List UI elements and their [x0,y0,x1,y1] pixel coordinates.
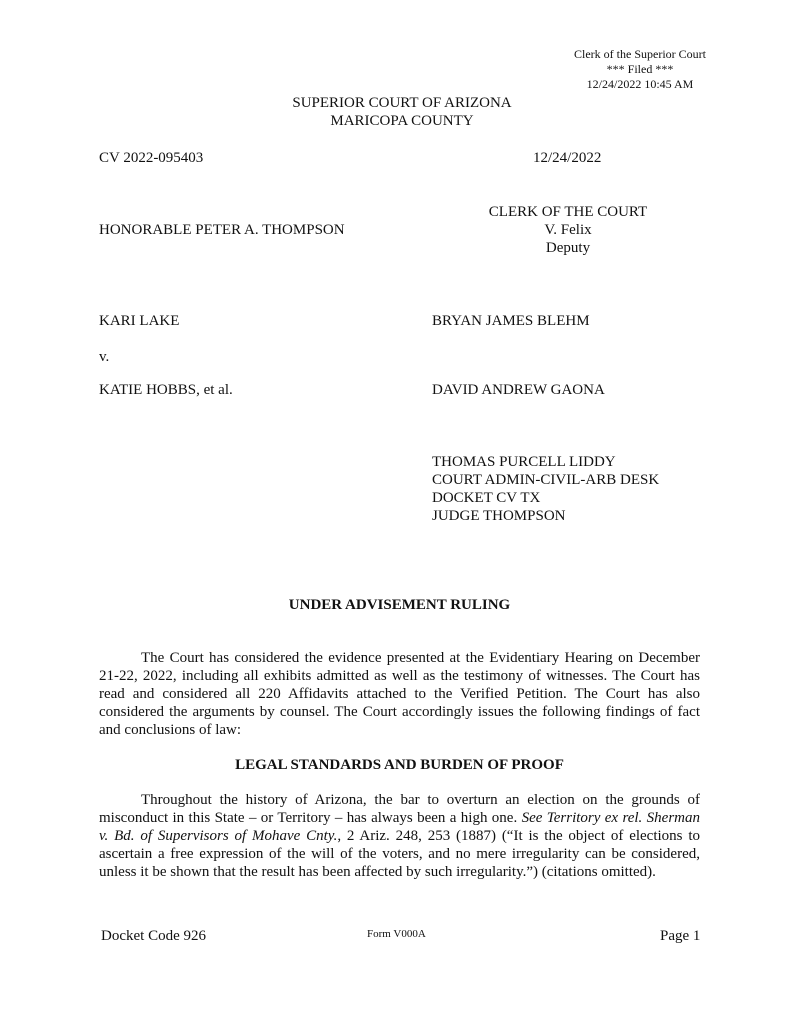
intro-paragraph [99,649,700,739]
ruling-title: UNDER ADVISEMENT RULING [288,597,511,613]
filing-stamp [520,47,760,92]
counsel-defendant: DAVID ANDREW GAONA [432,382,605,398]
clerk-block [468,203,668,257]
counsel-plaintiff: BRYAN JAMES BLEHM [432,313,590,329]
form-code: Form V000A [367,928,426,940]
versus-label: v. [99,349,110,365]
judge-name: HONORABLE PETER A. THOMPSON [99,222,345,238]
page-number: Page 1 [660,928,701,944]
court-header [250,94,554,130]
stamp-line-timestamp: 12/24/2022 10:45 AM [586,77,694,91]
legal-text-part1: Throughout the history of Arizona, the bar to overturn an election on the grounds of misconduct in this State – or Territory – has always been a high one. [99,792,700,826]
case-number: CV 2022-095403 [99,150,204,166]
stamp-line-clerk: Clerk of the Superior Court [574,47,706,61]
court-county: MARICOPA COUNTY [330,113,474,129]
distribution-item: JUDGE THOMPSON [432,508,566,524]
intro-paragraph-text: The Court has considered the evidence presented at the Evidentiary Hearing on December 21-22, 2022, including all exhibits admitted as well as the testimony of witnesses. The Court has read and considered all 220 Affidavits attached to the Verified Petition. The Court has also considered the arguments by counsel. The Court accordingly issues the following findings of fact and conclusions of law: [99,650,700,738]
defendant-name: KATIE HOBBS, et al. [99,382,233,398]
section-heading: LEGAL STANDARDS AND BURDEN OF PROOF [235,757,564,773]
distribution-item: COURT ADMIN-CIVIL-ARB DESK [432,472,660,488]
plaintiff-name: KARI LAKE [99,313,180,329]
legal-citation: See Territory ex rel. Sherman v. Bd. of Supervisors of Mohave Cnty. [99,810,700,844]
case-date: 12/24/2022 [533,150,602,166]
court-name: SUPERIOR COURT OF ARIZONA [292,95,512,111]
legal-text-part2: , 2 Ariz. 248, 253 (1887) (“It is the object of elections to ascertain a free expression of the will of the voters, and no mere irregularity can be considered, unless it be shown that the result has been affected by such irregularity.”) (citations omitted). [99,828,700,880]
legal-standards-paragraph [99,791,700,881]
clerk-role: Deputy [545,240,591,256]
distribution-item: DOCKET CV TX [432,490,541,506]
clerk-title: CLERK OF THE COURT [488,204,648,220]
distribution-list [432,453,659,525]
docket-code: Docket Code 926 [101,928,206,944]
clerk-name: V. Felix [544,222,592,238]
distribution-item: THOMAS PURCELL LIDDY [432,454,616,470]
stamp-line-filed: *** Filed *** [606,62,674,76]
